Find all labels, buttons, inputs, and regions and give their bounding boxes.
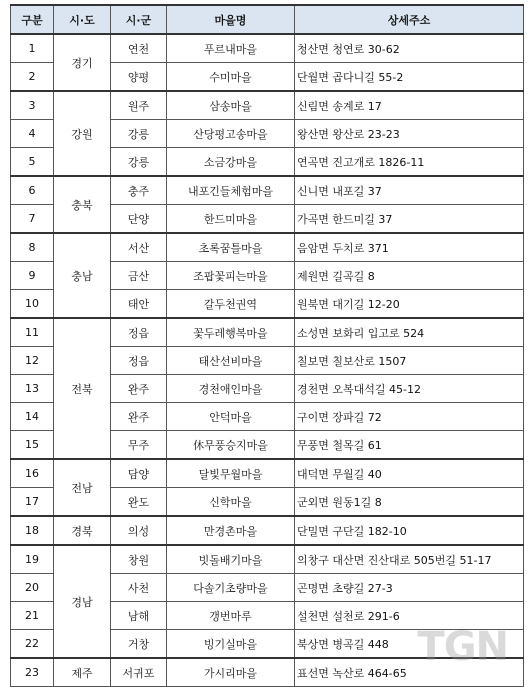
cell-city: 정읍 — [111, 347, 167, 375]
cell-address: 신니면 내포길 37 — [295, 176, 524, 205]
cell-village: 산당평고송마을 — [167, 120, 295, 148]
header-city: 시·군 — [111, 5, 167, 34]
cell-number: 14 — [11, 403, 54, 431]
cell-address: 음암면 두치로 371 — [295, 233, 524, 262]
cell-province: 충북 — [54, 176, 111, 233]
cell-address: 군외면 원동1길 8 — [295, 488, 524, 517]
cell-number: 7 — [11, 205, 54, 234]
cell-number: 15 — [11, 431, 54, 460]
cell-address: 북상면 병곡길 448 — [295, 630, 524, 659]
header-address: 상세주소 — [295, 5, 524, 34]
cell-address: 칠보면 칠보산로 1507 — [295, 347, 524, 375]
cell-address: 구이면 장파길 72 — [295, 403, 524, 431]
cell-village: 달빛무월마을 — [167, 459, 295, 488]
header-village: 마을명 — [167, 5, 295, 34]
cell-village: 한드미마을 — [167, 205, 295, 234]
table-header-row — [11, 5, 524, 34]
cell-province: 경기 — [54, 34, 111, 91]
cell-province: 제주 — [54, 658, 111, 687]
cell-address: 대덕면 무월길 40 — [295, 459, 524, 488]
cell-village: 갱번마루 — [167, 602, 295, 630]
cell-city: 의성 — [111, 516, 167, 545]
cell-number: 4 — [11, 120, 54, 148]
cell-province: 경남 — [54, 545, 111, 658]
tgn-watermark-logo: TGN — [417, 624, 508, 670]
cell-city: 완주 — [111, 375, 167, 403]
cell-province: 전남 — [54, 459, 111, 516]
cell-number: 6 — [11, 176, 54, 205]
cell-city: 거창 — [111, 630, 167, 659]
village-table — [10, 4, 524, 687]
table-row — [11, 34, 524, 63]
cell-address: 표선면 녹산로 464-65 — [295, 658, 524, 687]
cell-village: 안덕마을 — [167, 403, 295, 431]
cell-address: 소성면 보화리 입고로 524 — [295, 318, 524, 347]
cell-address: 원북면 대기길 12-20 — [295, 290, 524, 319]
cell-number: 2 — [11, 63, 54, 92]
header-province: 시·도 — [54, 5, 111, 34]
cell-city: 연천 — [111, 34, 167, 63]
cell-village: 빙기실마을 — [167, 630, 295, 659]
cell-number: 17 — [11, 488, 54, 517]
cell-number: 9 — [11, 262, 54, 290]
cell-address: 신림면 송계로 17 — [295, 91, 524, 120]
table-row — [11, 233, 524, 262]
cell-city: 단양 — [111, 205, 167, 234]
cell-number: 19 — [11, 545, 54, 574]
cell-city: 서귀포 — [111, 658, 167, 687]
cell-address: 단월면 곱다니길 55-2 — [295, 63, 524, 92]
cell-province: 강원 — [54, 91, 111, 176]
cell-number: 8 — [11, 233, 54, 262]
cell-village: 休무풍승지마을 — [167, 431, 295, 460]
cell-number: 23 — [11, 658, 54, 687]
table-row — [11, 318, 524, 347]
cell-village: 다솔기초량마을 — [167, 574, 295, 602]
cell-city: 태안 — [111, 290, 167, 319]
cell-address: 무풍면 철목길 61 — [295, 431, 524, 460]
table-row — [11, 516, 524, 545]
cell-village: 초록꿈틀마을 — [167, 233, 295, 262]
cell-city: 서산 — [111, 233, 167, 262]
cell-village: 소금강마을 — [167, 148, 295, 177]
table-row — [11, 545, 524, 574]
cell-village: 수미마을 — [167, 63, 295, 92]
cell-village: 빗돌배기마을 — [167, 545, 295, 574]
cell-number: 10 — [11, 290, 54, 319]
cell-city: 남해 — [111, 602, 167, 630]
table-body — [11, 34, 524, 687]
cell-city: 완주 — [111, 403, 167, 431]
cell-city: 원주 — [111, 91, 167, 120]
cell-village: 가시리마을 — [167, 658, 295, 687]
cell-village: 푸르내마을 — [167, 34, 295, 63]
cell-province: 경북 — [54, 516, 111, 545]
cell-city: 정읍 — [111, 318, 167, 347]
table-row — [11, 176, 524, 205]
cell-city: 강릉 — [111, 148, 167, 177]
cell-number: 13 — [11, 375, 54, 403]
cell-address: 단밀면 구단길 182-10 — [295, 516, 524, 545]
table-row — [11, 459, 524, 488]
cell-village: 꽃두레행복마을 — [167, 318, 295, 347]
cell-address: 경천면 오복대석길 45-12 — [295, 375, 524, 403]
cell-address: 연곡면 진고개로 1826-11 — [295, 148, 524, 177]
cell-province: 전북 — [54, 318, 111, 459]
cell-number: 3 — [11, 91, 54, 120]
cell-address: 의창구 대산면 진산대로 505번길 51-17 — [295, 545, 524, 574]
cell-number: 11 — [11, 318, 54, 347]
cell-city: 충주 — [111, 176, 167, 205]
cell-city: 창원 — [111, 545, 167, 574]
cell-village: 삼송마을 — [167, 91, 295, 120]
cell-address: 설천면 설천로 291-6 — [295, 602, 524, 630]
cell-address: 왕산면 왕산로 23-23 — [295, 120, 524, 148]
cell-village: 경천애인마을 — [167, 375, 295, 403]
cell-number: 18 — [11, 516, 54, 545]
cell-city: 담양 — [111, 459, 167, 488]
cell-city: 완도 — [111, 488, 167, 517]
cell-number: 16 — [11, 459, 54, 488]
cell-number: 20 — [11, 574, 54, 602]
cell-city: 강릉 — [111, 120, 167, 148]
cell-number: 5 — [11, 148, 54, 177]
cell-city: 양평 — [111, 63, 167, 92]
cell-province: 충남 — [54, 233, 111, 318]
cell-city: 사천 — [111, 574, 167, 602]
table-row — [11, 91, 524, 120]
cell-village: 신학마을 — [167, 488, 295, 517]
cell-address: 청산면 청연로 30-62 — [295, 34, 524, 63]
cell-village: 갈두천권역 — [167, 290, 295, 319]
cell-village: 만경촌마을 — [167, 516, 295, 545]
cell-address: 제원면 길곡길 8 — [295, 262, 524, 290]
cell-village: 조팝꽃피는마을 — [167, 262, 295, 290]
cell-address: 가곡면 한드미길 37 — [295, 205, 524, 234]
cell-number: 21 — [11, 602, 54, 630]
cell-village: 내포긴들체험마을 — [167, 176, 295, 205]
cell-address: 곤명면 초량길 27-3 — [295, 574, 524, 602]
cell-number: 12 — [11, 347, 54, 375]
cell-number: 1 — [11, 34, 54, 63]
cell-city: 무주 — [111, 431, 167, 460]
cell-village: 태산선비마을 — [167, 347, 295, 375]
cell-city: 금산 — [111, 262, 167, 290]
header-number: 구분 — [11, 5, 54, 34]
cell-number: 22 — [11, 630, 54, 659]
